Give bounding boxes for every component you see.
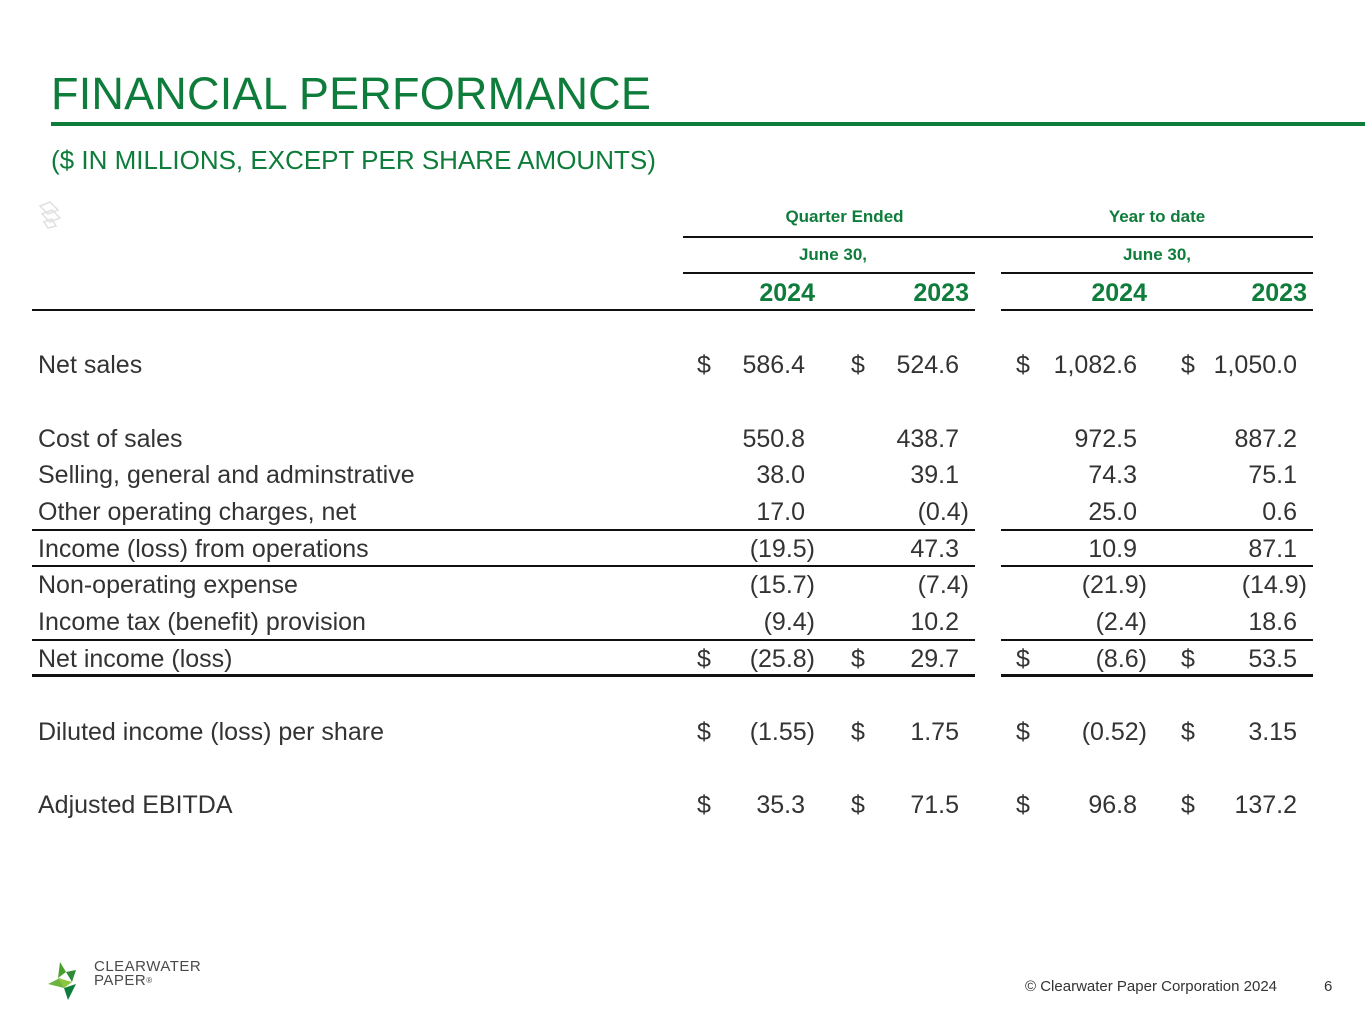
currency-symbol: $	[697, 645, 711, 673]
table-cell: (2.4)	[1095, 608, 1147, 636]
year-column-header: 2024	[1091, 279, 1147, 307]
table-cell: 1.75	[910, 718, 959, 746]
table-cell: 87.1	[1248, 535, 1297, 563]
faded-watermark-icon	[36, 200, 62, 230]
row-label-other-operating-charges: Other operating charges, net	[38, 498, 357, 526]
table-cell: 71.5	[910, 791, 959, 819]
pre-net-income-rule-ytd	[1001, 639, 1313, 641]
year-column-header: 2023	[913, 279, 969, 307]
table-cell: 96.8	[1088, 791, 1137, 819]
currency-symbol: $	[697, 351, 711, 379]
table-cell: 0.6	[1262, 498, 1297, 526]
currency-symbol: $	[1016, 718, 1030, 746]
header-rule-top	[683, 236, 1313, 238]
table-cell: 29.7	[910, 645, 959, 673]
table-cell: (15.7)	[749, 571, 815, 599]
currency-symbol: $	[697, 718, 711, 746]
table-cell: 18.6	[1248, 608, 1297, 636]
logo-text	[94, 960, 201, 988]
net-income-double-rule	[32, 674, 975, 677]
currency-symbol: $	[1016, 351, 1030, 379]
operations-rule-ytd	[1001, 565, 1313, 567]
table-cell: 524.6	[896, 351, 959, 379]
row-label-non-operating-expense: Non-operating expense	[38, 571, 298, 599]
footer-copyright: © Clearwater Paper Corporation 2024	[1025, 978, 1278, 995]
currency-symbol: $	[1016, 791, 1030, 819]
logo-line2	[94, 974, 201, 988]
quarter-ended-header: Quarter Ended	[785, 207, 904, 226]
table-cell: (0.52)	[1081, 718, 1147, 746]
page-subtitle: ($ IN MILLIONS, EXCEPT PER SHARE AMOUNTS)	[51, 145, 656, 175]
net-income-double-rule-ytd	[1001, 674, 1313, 677]
logo-registered-mark: ®	[146, 976, 153, 985]
logo-line2-text: PAPER	[94, 972, 147, 989]
quarter-date-header: June 30,	[798, 245, 868, 264]
currency-symbol: $	[697, 791, 711, 819]
currency-symbol: $	[1181, 351, 1195, 379]
table-cell: (14.9)	[1241, 571, 1307, 599]
table-cell: (19.5)	[749, 535, 815, 563]
header-rule-ytd	[1001, 272, 1313, 274]
row-label-net-income: Net income (loss)	[38, 645, 233, 673]
table-cell: (7.4)	[917, 571, 969, 599]
currency-symbol: $	[851, 718, 865, 746]
currency-symbol: $	[1016, 645, 1030, 673]
row-label-income-tax: Income tax (benefit) provision	[38, 608, 366, 636]
table-cell: 586.4	[742, 351, 805, 379]
table-cell: (1.55)	[749, 718, 815, 746]
table-cell: 972.5	[1074, 425, 1137, 453]
subtotal-rule-ytd	[1001, 529, 1313, 531]
header-rule-bottom	[32, 309, 975, 311]
row-label-cost-of-sales: Cost of sales	[38, 425, 183, 453]
currency-symbol: $	[851, 645, 865, 673]
subtotal-rule	[32, 529, 975, 531]
year-column-header: 2023	[1251, 279, 1307, 307]
company-logo	[46, 960, 206, 1004]
page-title: FINANCIAL PERFORMANCE	[51, 68, 652, 119]
table-cell: (8.6)	[1095, 645, 1147, 673]
currency-symbol: $	[1181, 791, 1195, 819]
table-cell: 39.1	[910, 461, 959, 489]
operations-rule	[32, 565, 975, 567]
page-number: 6	[1324, 978, 1333, 995]
table-cell: 550.8	[742, 425, 805, 453]
row-label-sga: Selling, general and adminstrative	[38, 461, 415, 489]
logo-line1: CLEARWATER	[94, 958, 202, 975]
year-to-date-header: Year to date	[1108, 207, 1206, 226]
currency-symbol: $	[851, 791, 865, 819]
row-label-adjusted-ebitda: Adjusted EBITDA	[38, 791, 233, 819]
clearwater-leaf-icon	[46, 960, 90, 1002]
pre-net-income-rule	[32, 639, 975, 641]
table-cell: 38.0	[756, 461, 805, 489]
table-cell: (9.4)	[763, 608, 815, 636]
currency-symbol: $	[1181, 645, 1195, 673]
header-rule-bottom-ytd	[1001, 309, 1313, 311]
row-label-income-from-operations: Income (loss) from operations	[38, 535, 369, 563]
table-cell: 10.2	[910, 608, 959, 636]
table-cell: 17.0	[756, 498, 805, 526]
table-cell: 137.2	[1234, 791, 1297, 819]
row-label-diluted-eps: Diluted income (loss) per share	[38, 718, 384, 746]
table-cell: (25.8)	[749, 645, 815, 673]
currency-symbol: $	[1181, 718, 1195, 746]
table-cell: 3.15	[1248, 718, 1297, 746]
row-label-net-sales: Net sales	[38, 351, 143, 379]
ytd-date-header: June 30,	[1122, 245, 1192, 264]
table-cell: 1,082.6	[1053, 351, 1137, 379]
table-cell: 35.3	[756, 791, 805, 819]
header-rule-quarter	[683, 272, 975, 274]
table-cell: (21.9)	[1081, 571, 1147, 599]
table-cell: 1,050.0	[1213, 351, 1297, 379]
table-cell: 25.0	[1088, 498, 1137, 526]
year-column-header: 2024	[759, 279, 815, 307]
currency-symbol: $	[851, 351, 865, 379]
table-cell: 887.2	[1234, 425, 1297, 453]
table-cell: (0.4)	[917, 498, 969, 526]
table-cell: 47.3	[910, 535, 959, 563]
table-cell: 74.3	[1088, 461, 1137, 489]
title-underline	[51, 122, 1365, 126]
table-cell: 53.5	[1248, 645, 1297, 673]
table-cell: 438.7	[896, 425, 959, 453]
table-cell: 10.9	[1088, 535, 1137, 563]
table-cell: 75.1	[1248, 461, 1297, 489]
